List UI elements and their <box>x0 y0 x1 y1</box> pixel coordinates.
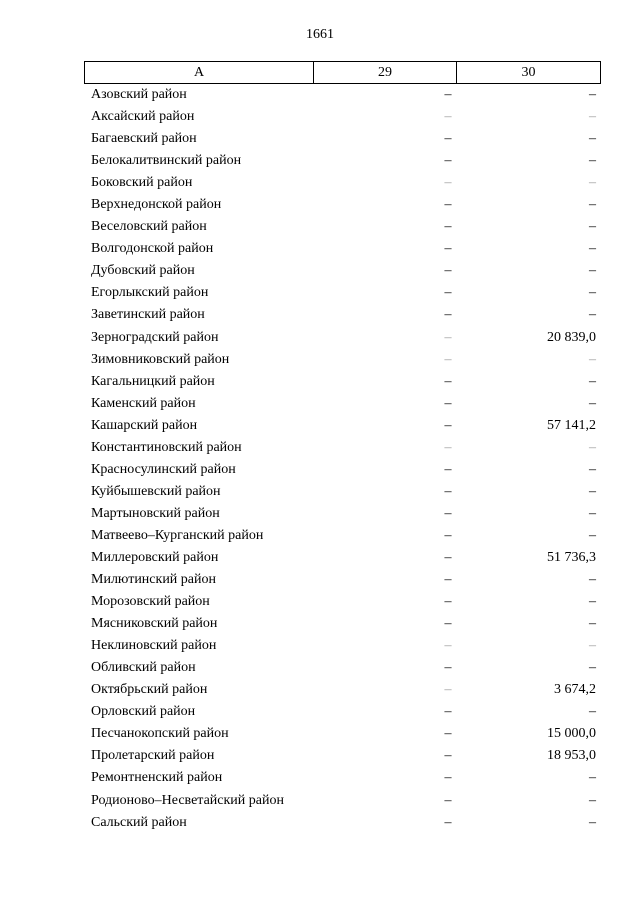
value-col-29: – <box>444 814 452 830</box>
district-name: Каменский район <box>91 395 196 411</box>
value-col-30: – <box>589 175 596 191</box>
district-name: Пролетарский район <box>91 748 215 764</box>
value-col-29: – <box>444 87 452 102</box>
district-name: Заветинский район <box>91 307 205 323</box>
table-row <box>84 503 600 525</box>
table-header <box>84 61 601 84</box>
district-name: Константиновский район <box>91 439 242 455</box>
table-row <box>84 393 600 415</box>
value-col-29: – <box>444 285 452 301</box>
table-row <box>84 790 600 812</box>
value-col-30: – <box>589 483 596 499</box>
table-row <box>84 371 600 393</box>
value-col-30: 15 000,0 <box>547 726 596 742</box>
table-row <box>84 327 600 349</box>
value-col-30: – <box>589 638 596 654</box>
value-col-30: – <box>589 351 596 367</box>
table-row <box>84 172 600 194</box>
column-header-a: А <box>85 62 314 84</box>
table-row <box>84 613 600 635</box>
value-col-29: – <box>444 109 452 125</box>
district-name: Неклиновский район <box>91 638 217 654</box>
value-col-29: – <box>444 373 452 389</box>
table-row <box>84 304 600 326</box>
value-col-29: – <box>444 351 452 367</box>
value-col-30: – <box>589 307 596 323</box>
value-col-30: – <box>589 87 596 102</box>
value-col-30: – <box>589 792 596 808</box>
value-col-30: 18 953,0 <box>547 748 596 764</box>
value-col-30: – <box>589 594 596 610</box>
value-col-30: – <box>589 373 596 389</box>
value-col-30: 3 674,2 <box>554 682 596 698</box>
district-name: Аксайский район <box>91 109 195 125</box>
value-col-30: – <box>589 461 596 477</box>
value-col-29: – <box>444 638 452 654</box>
value-col-29: – <box>444 461 452 477</box>
value-col-29: – <box>444 527 452 543</box>
value-col-29: – <box>444 483 452 499</box>
value-col-29: – <box>444 572 452 588</box>
district-name: Верхнедонской район <box>91 197 222 213</box>
district-name: Милютинский район <box>91 572 217 588</box>
value-col-29: – <box>444 131 452 147</box>
value-col-29: – <box>444 197 452 213</box>
district-name: Морозовский район <box>91 594 210 610</box>
value-col-30: – <box>589 109 596 125</box>
value-col-30: – <box>589 395 596 411</box>
district-name: Кашарский район <box>91 417 198 433</box>
value-col-30: – <box>589 660 596 676</box>
district-name: Мартыновский район <box>91 505 220 521</box>
value-col-30: – <box>589 153 596 169</box>
district-name: Матвеево–Курганский район <box>91 527 264 543</box>
value-col-30: 51 736,3 <box>547 549 596 565</box>
table-row <box>84 657 600 679</box>
district-name: Волгодонской район <box>91 241 214 257</box>
value-col-29: – <box>444 704 452 720</box>
value-col-29: – <box>444 594 452 610</box>
district-name: Песчанокопский район <box>91 726 229 742</box>
column-header-30: 30 <box>457 62 601 84</box>
value-col-29: – <box>444 748 452 764</box>
table-row <box>84 635 600 657</box>
value-col-30: – <box>589 505 596 521</box>
value-col-30: – <box>589 219 596 235</box>
value-col-29: – <box>444 682 452 698</box>
district-name: Зимовниковский район <box>91 351 230 367</box>
district-name: Орловский район <box>91 704 196 720</box>
table-row <box>84 679 600 701</box>
value-col-29: – <box>444 549 452 565</box>
value-col-29: – <box>444 770 452 786</box>
district-name: Обливский район <box>91 660 196 676</box>
value-col-29: – <box>444 417 452 433</box>
value-col-29: – <box>444 175 452 191</box>
value-col-29: – <box>444 616 452 632</box>
table-row <box>84 481 600 503</box>
value-col-29: – <box>444 307 452 323</box>
value-col-30: – <box>589 704 596 720</box>
value-col-30: 57 141,2 <box>547 417 596 433</box>
district-name: Красносулинский район <box>91 461 236 477</box>
table-row <box>84 84 600 106</box>
value-col-29: – <box>444 395 452 411</box>
value-col-29: – <box>444 439 452 455</box>
district-name: Егорлыкский район <box>91 285 209 301</box>
district-name: Октябрьский район <box>91 682 208 698</box>
table-row <box>84 415 600 437</box>
table-row <box>84 459 600 481</box>
district-name: Дубовский район <box>91 263 195 279</box>
district-name: Миллеровский район <box>91 549 219 565</box>
value-col-30: – <box>589 616 596 632</box>
district-name: Сальский район <box>91 814 187 830</box>
table-row <box>84 128 600 150</box>
table-row <box>84 106 600 128</box>
table-row <box>84 745 600 767</box>
table-row <box>84 437 600 459</box>
value-col-29: – <box>444 660 452 676</box>
table-row <box>84 812 600 834</box>
column-header-29: 29 <box>314 62 457 84</box>
value-col-30: – <box>589 241 596 257</box>
district-name: Мясниковский район <box>91 616 218 632</box>
page-number: 1661 <box>306 27 334 42</box>
table-row <box>84 282 600 304</box>
table-row <box>84 150 600 172</box>
value-col-29: – <box>444 505 452 521</box>
district-name: Багаевский район <box>91 131 197 147</box>
table-row <box>84 547 600 569</box>
district-name: Родионово–Несветайский район <box>91 792 284 808</box>
value-col-30: – <box>589 439 596 455</box>
value-col-30: – <box>589 814 596 830</box>
value-col-30: – <box>589 770 596 786</box>
value-col-29: – <box>444 219 452 235</box>
table-row <box>84 569 600 591</box>
district-name: Белокалитвинский район <box>91 153 242 169</box>
district-name: Азовский район <box>91 87 187 102</box>
table-row <box>84 591 600 613</box>
district-name: Боковский район <box>91 175 193 191</box>
table-row <box>84 238 600 260</box>
table-row <box>84 216 600 238</box>
value-col-30: – <box>589 263 596 279</box>
table-row <box>84 701 600 723</box>
table-row <box>84 723 600 745</box>
table-row <box>84 525 600 547</box>
district-name: Куйбышевский район <box>91 483 221 499</box>
value-col-29: – <box>444 726 452 742</box>
district-name: Веселовский район <box>91 219 207 235</box>
value-col-29: – <box>444 329 452 345</box>
district-name: Ремонтненский район <box>91 770 223 786</box>
value-col-29: – <box>444 241 452 257</box>
value-col-30: – <box>589 285 596 301</box>
value-col-30: – <box>589 572 596 588</box>
district-name: Зерноградский район <box>91 329 219 345</box>
value-col-30: – <box>589 131 596 147</box>
value-col-29: – <box>444 263 452 279</box>
table-body <box>84 84 600 834</box>
value-col-30: – <box>589 197 596 213</box>
table-row <box>84 349 600 371</box>
table-row <box>84 194 600 216</box>
value-col-30: – <box>589 527 596 543</box>
value-col-29: – <box>444 153 452 169</box>
table-row <box>84 260 600 282</box>
value-col-30: 20 839,0 <box>547 329 596 345</box>
table-row <box>84 767 600 789</box>
value-col-29: – <box>444 792 452 808</box>
district-name: Кагальницкий район <box>91 373 215 389</box>
